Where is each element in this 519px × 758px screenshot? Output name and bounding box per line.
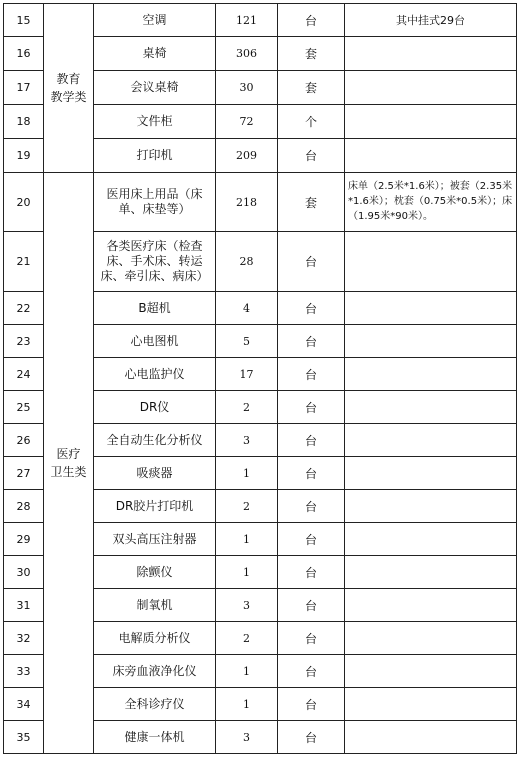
table-body <box>4 4 517 754</box>
row-number: 16 <box>4 37 44 71</box>
item-quantity: 17 <box>216 358 278 391</box>
item-note <box>345 556 517 589</box>
category-cell <box>44 173 94 754</box>
row-number: 17 <box>4 71 44 105</box>
row-number: 31 <box>4 589 44 622</box>
item-name: 医用床上用品（床单、床垫等） <box>94 173 216 232</box>
item-quantity: 209 <box>216 139 278 173</box>
item-quantity: 218 <box>216 173 278 232</box>
item-name: 除颤仪 <box>94 556 216 589</box>
item-name: 健康一体机 <box>94 721 216 754</box>
item-unit: 台 <box>278 523 345 556</box>
table-row <box>4 173 517 232</box>
item-unit: 台 <box>278 688 345 721</box>
item-note: 其中挂式29台 <box>345 4 517 37</box>
item-quantity: 5 <box>216 325 278 358</box>
item-note <box>345 358 517 391</box>
item-quantity: 1 <box>216 457 278 490</box>
item-unit: 台 <box>278 391 345 424</box>
item-unit: 套 <box>278 173 345 232</box>
item-quantity: 28 <box>216 232 278 292</box>
item-note <box>345 71 517 105</box>
item-unit: 套 <box>278 71 345 105</box>
item-unit: 台 <box>278 622 345 655</box>
row-number: 30 <box>4 556 44 589</box>
row-number: 35 <box>4 721 44 754</box>
item-quantity: 121 <box>216 4 278 37</box>
item-note <box>345 589 517 622</box>
row-number: 33 <box>4 655 44 688</box>
item-unit: 台 <box>278 721 345 754</box>
item-quantity: 2 <box>216 490 278 523</box>
item-unit: 台 <box>278 139 345 173</box>
item-note <box>345 655 517 688</box>
row-number: 18 <box>4 105 44 139</box>
item-note: 床单（2.5米*1.6米）；被套（2.35米*1.6米）；枕套（0.75米*0.5米）；床（1.95米*90米）。 <box>345 173 517 232</box>
item-unit: 台 <box>278 424 345 457</box>
item-note <box>345 424 517 457</box>
item-quantity: 3 <box>216 589 278 622</box>
item-name: DR仪 <box>94 391 216 424</box>
item-name: 空调 <box>94 4 216 37</box>
item-quantity: 3 <box>216 424 278 457</box>
item-note <box>345 490 517 523</box>
item-name: B超机 <box>94 292 216 325</box>
item-note <box>345 325 517 358</box>
row-number: 26 <box>4 424 44 457</box>
item-unit: 台 <box>278 556 345 589</box>
item-unit: 个 <box>278 105 345 139</box>
item-note <box>345 105 517 139</box>
item-name: DR胶片打印机 <box>94 490 216 523</box>
item-name: 心电监护仪 <box>94 358 216 391</box>
row-number: 23 <box>4 325 44 358</box>
item-quantity: 1 <box>216 556 278 589</box>
item-quantity: 1 <box>216 523 278 556</box>
item-unit: 台 <box>278 358 345 391</box>
item-unit: 台 <box>278 292 345 325</box>
item-name: 电解质分析仪 <box>94 622 216 655</box>
category-cell <box>44 4 94 173</box>
item-quantity: 3 <box>216 721 278 754</box>
item-unit: 台 <box>278 232 345 292</box>
row-number: 15 <box>4 4 44 37</box>
item-name: 各类医疗床（检查床、手术床、转运床、牵引床、病床） <box>94 232 216 292</box>
item-name: 心电图机 <box>94 325 216 358</box>
item-quantity: 306 <box>216 37 278 71</box>
item-note <box>345 391 517 424</box>
table-row <box>4 4 517 37</box>
item-unit: 台 <box>278 490 345 523</box>
item-note <box>345 232 517 292</box>
item-unit: 套 <box>278 37 345 71</box>
row-number: 22 <box>4 292 44 325</box>
row-number: 32 <box>4 622 44 655</box>
equipment-table <box>3 3 517 754</box>
item-unit: 台 <box>278 655 345 688</box>
row-number: 28 <box>4 490 44 523</box>
item-name: 文件柜 <box>94 105 216 139</box>
item-quantity: 2 <box>216 391 278 424</box>
item-note <box>345 37 517 71</box>
item-note <box>345 523 517 556</box>
item-name: 制氧机 <box>94 589 216 622</box>
item-note <box>345 622 517 655</box>
item-unit: 台 <box>278 457 345 490</box>
item-note <box>345 457 517 490</box>
item-name: 会议桌椅 <box>94 71 216 105</box>
category-education: 教育 教学类 <box>50 72 87 104</box>
item-name: 全科诊疗仪 <box>94 688 216 721</box>
row-number: 34 <box>4 688 44 721</box>
item-quantity: 30 <box>216 71 278 105</box>
row-number: 19 <box>4 139 44 173</box>
item-quantity: 1 <box>216 655 278 688</box>
row-number: 21 <box>4 232 44 292</box>
item-unit: 台 <box>278 589 345 622</box>
row-number: 25 <box>4 391 44 424</box>
item-unit: 台 <box>278 325 345 358</box>
item-unit: 台 <box>278 4 345 37</box>
item-note <box>345 292 517 325</box>
category-medical: 医疗 卫生类 <box>50 447 87 479</box>
item-quantity: 4 <box>216 292 278 325</box>
item-quantity: 2 <box>216 622 278 655</box>
item-name: 双头高压注射器 <box>94 523 216 556</box>
item-name: 床旁血液净化仪 <box>94 655 216 688</box>
item-quantity: 1 <box>216 688 278 721</box>
row-number: 20 <box>4 173 44 232</box>
row-number: 27 <box>4 457 44 490</box>
item-note <box>345 139 517 173</box>
item-name: 吸痰器 <box>94 457 216 490</box>
item-name: 全自动生化分析仪 <box>94 424 216 457</box>
row-number: 29 <box>4 523 44 556</box>
item-note <box>345 721 517 754</box>
row-number: 24 <box>4 358 44 391</box>
item-note <box>345 688 517 721</box>
item-quantity: 72 <box>216 105 278 139</box>
item-name: 桌椅 <box>94 37 216 71</box>
item-name: 打印机 <box>94 139 216 173</box>
